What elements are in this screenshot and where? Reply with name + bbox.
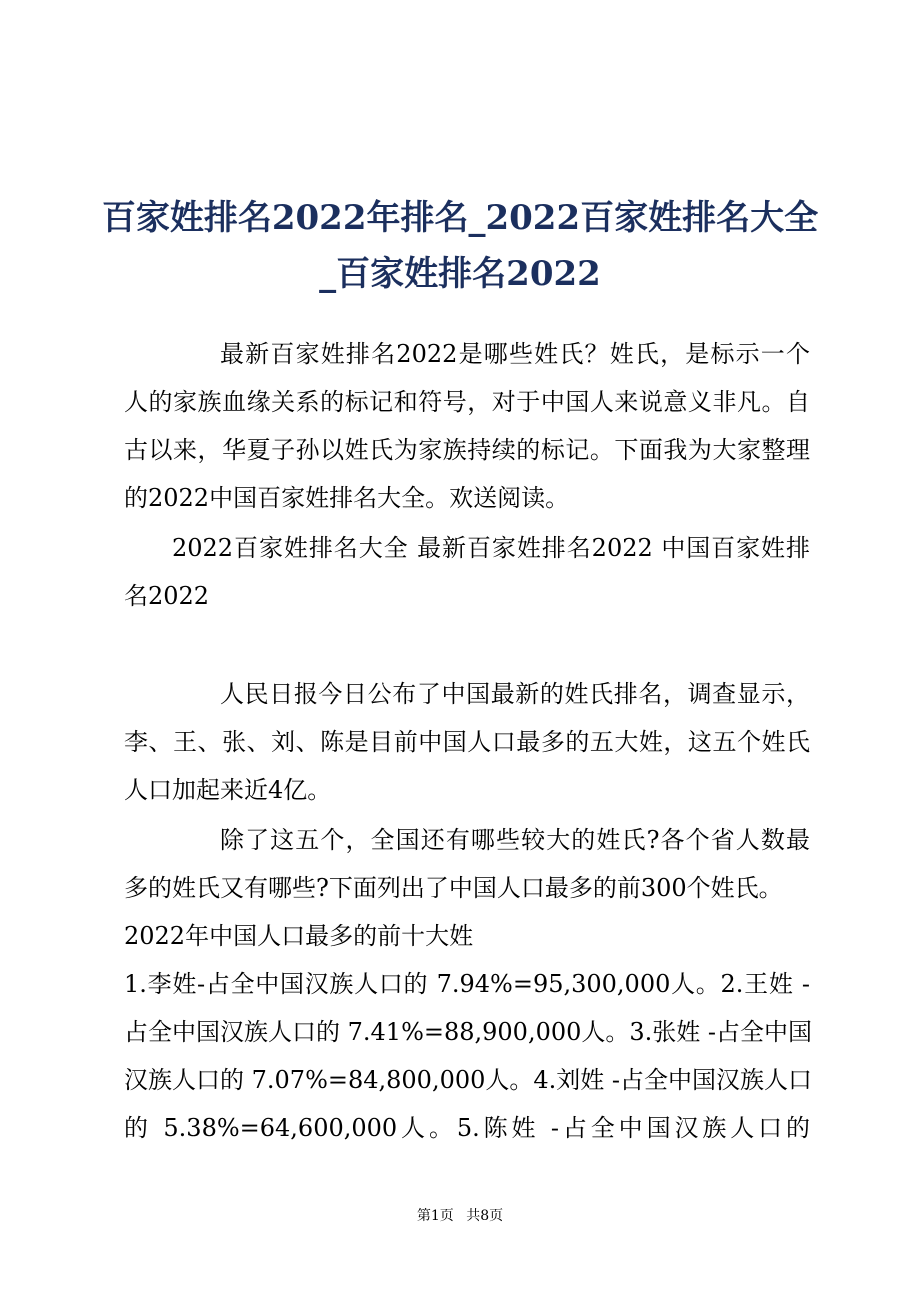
page-number-total: 共8页 (466, 1208, 504, 1224)
paragraph-keywords (124, 524, 810, 620)
paragraph-line: 的 5.38%=64,600,000人。5.陈姓 -占全中国汉族人口的 (124, 1114, 810, 1142)
paragraph-line: 占全中国汉族人口的 7.41%=88,900,000人。3.张姓 -占全中国 (124, 1018, 813, 1046)
paragraph-line: 人的家族血缘关系的标记和符号，对于中国人来说意义非凡。自 (124, 388, 810, 416)
paragraph-line: 除了这五个，全国还有哪些较大的姓氏?各个省人数最 (220, 826, 810, 854)
paragraph-others (124, 816, 810, 960)
paragraph-report (124, 670, 810, 814)
paragraph-line: 人口加起来近4亿。 (124, 776, 332, 804)
document-title (100, 190, 820, 302)
paragraph-line: 1.李姓-占全中国汉族人口的 7.94%=95,300,000人。2.王姓 - (124, 970, 810, 998)
paragraph-line: 李、王、张、刘、陈是目前中国人口最多的五大姓，这五个姓氏 (124, 728, 810, 756)
page-footer (0, 1206, 920, 1226)
paragraph-line: 古以来，华夏子孙以姓氏为家族持续的标记。下面我为大家整理 (124, 436, 810, 464)
paragraph-line: 最新百家姓排名2022是哪些姓氏？姓氏，是标示一个 (220, 340, 810, 368)
paragraph-line: 名2022 (124, 582, 210, 610)
title-line-2: _百家姓排名2022 (319, 254, 601, 294)
paragraph-line: 2022年中国人口最多的前十大姓 (124, 922, 474, 950)
paragraph-top-surnames (124, 960, 813, 1152)
paragraph-line: 人民日报今日公布了中国最新的姓氏排名，调查显示， (220, 680, 810, 708)
paragraph-line: 的2022中国百家姓排名大全。欢送阅读。 (124, 484, 570, 512)
paragraph-line: 多的姓氏又有哪些?下面列出了中国人口最多的前300个姓氏。 (124, 874, 783, 902)
title-line-1: 百家姓排名2022年排名_2022百家姓排名大全 (101, 198, 819, 238)
page-number-current: 第1页 (416, 1208, 454, 1224)
paragraph-line: 2022百家姓排名大全 最新百家姓排名2022 中国百家姓排 (172, 534, 810, 562)
paragraph-intro (124, 330, 810, 522)
paragraph-line: 汉族人口的 7.07%=84,800,000人。4.刘姓 -占全中国汉族人口 (124, 1066, 813, 1094)
